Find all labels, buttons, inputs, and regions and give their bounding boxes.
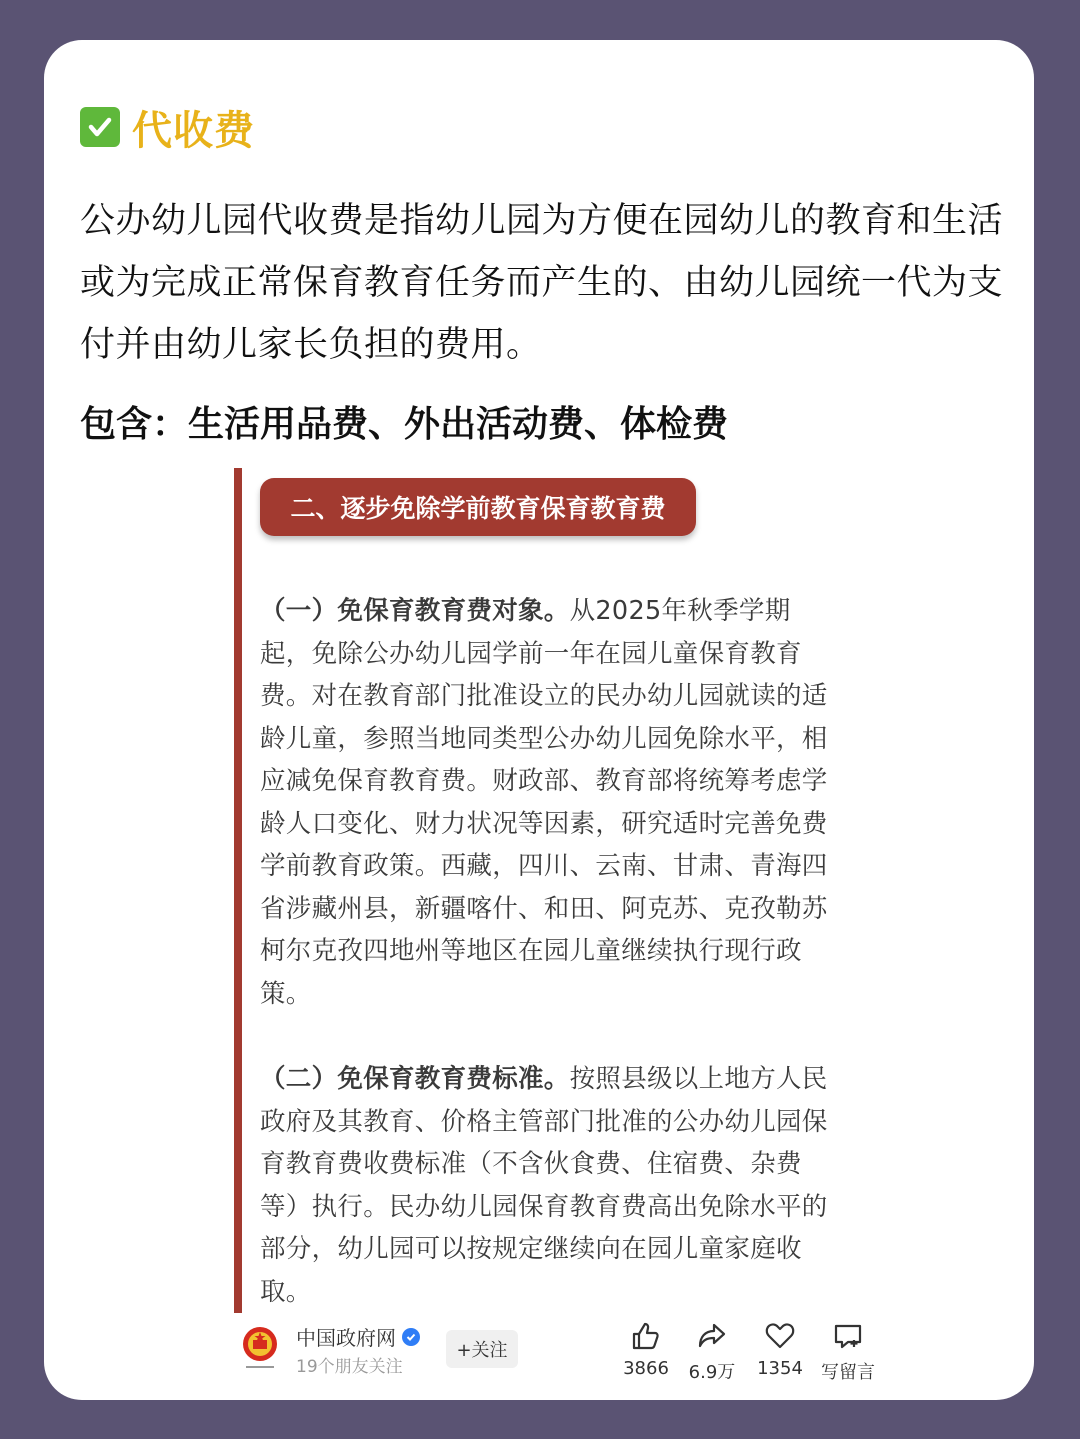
source-account[interactable] — [296, 1322, 420, 1351]
share-button[interactable] — [680, 1320, 744, 1384]
policy-paragraph-2-heading: （二）免保育教育费标准。 — [260, 1064, 570, 1094]
like-button[interactable] — [614, 1320, 678, 1379]
policy-paragraph-2 — [260, 1058, 830, 1313]
section-heading — [80, 102, 255, 152]
heart-icon — [748, 1320, 812, 1352]
intro-paragraph: 公办幼儿园代收费是指幼儿园为方便在园幼儿的教育和生活或为完成正常保育教育任务而产生的、由幼儿园统一代为支付并由幼儿家长负担的费用。 — [80, 201, 1004, 365]
national-emblem-icon — [240, 1324, 280, 1372]
comment-label: 写留言 — [821, 1362, 875, 1383]
favorite-button[interactable] — [748, 1320, 812, 1379]
policy-paragraph-1-body: 从2025年秋季学期起，免除公办幼儿园学前一年在园儿童保育教育费。对在教育部门批准设立的民办幼儿园就读的适龄儿童，参照当地同类型公办幼儿园免除水平，相应减免保育教育费。财政部、教育部将统筹考虑学龄人口变化、财力状况等因素，研究适时完善免费学前教育政策。西藏，四川、云南、甘肃、青海四省涉藏州县，新疆喀什、和田、阿克苏、克孜勒苏柯尔克孜四地州等地区在园儿童继续执行现行政策。 — [260, 596, 828, 1009]
verified-badge-icon — [402, 1328, 420, 1346]
source-name[interactable]: 中国政府网 — [296, 1326, 396, 1350]
section-title: 代收费 — [132, 107, 255, 154]
article-footer — [234, 1320, 875, 1390]
document-excerpt — [234, 468, 842, 1313]
thumbs-up-icon — [614, 1320, 678, 1352]
comment-icon — [816, 1320, 880, 1352]
document-section-banner: 二、逐步免除学前教育保育教育费 — [260, 478, 696, 536]
followers-count: 19个朋友关注 — [296, 1357, 403, 1377]
comment-button[interactable] — [816, 1320, 880, 1384]
share-count: 6.9万 — [688, 1362, 736, 1383]
policy-paragraph-2-body: 按照县级以上地方人民政府及其教育、价格主管部门批准的公办幼儿园保育教育费收费标准（不含伙食费、住宿费、杂费等）执行。民办幼儿园保育教育费高出免除水平的部分，幼儿园可以按规定继续向在园儿童家庭收取。 — [260, 1064, 828, 1307]
includes-line: 包含：生活用品费、外出活动费、体检费 — [80, 404, 729, 445]
policy-paragraph-1-heading: （一）免保育教育费对象。 — [260, 596, 570, 626]
follow-button[interactable]: +关注 — [446, 1330, 518, 1368]
policy-paragraph-1 — [260, 590, 830, 1015]
content-card — [44, 40, 1034, 1400]
check-mark-button-icon — [80, 107, 120, 147]
like-count: 3866 — [623, 1358, 669, 1379]
favorite-count: 1354 — [757, 1358, 803, 1379]
share-icon — [680, 1320, 744, 1352]
